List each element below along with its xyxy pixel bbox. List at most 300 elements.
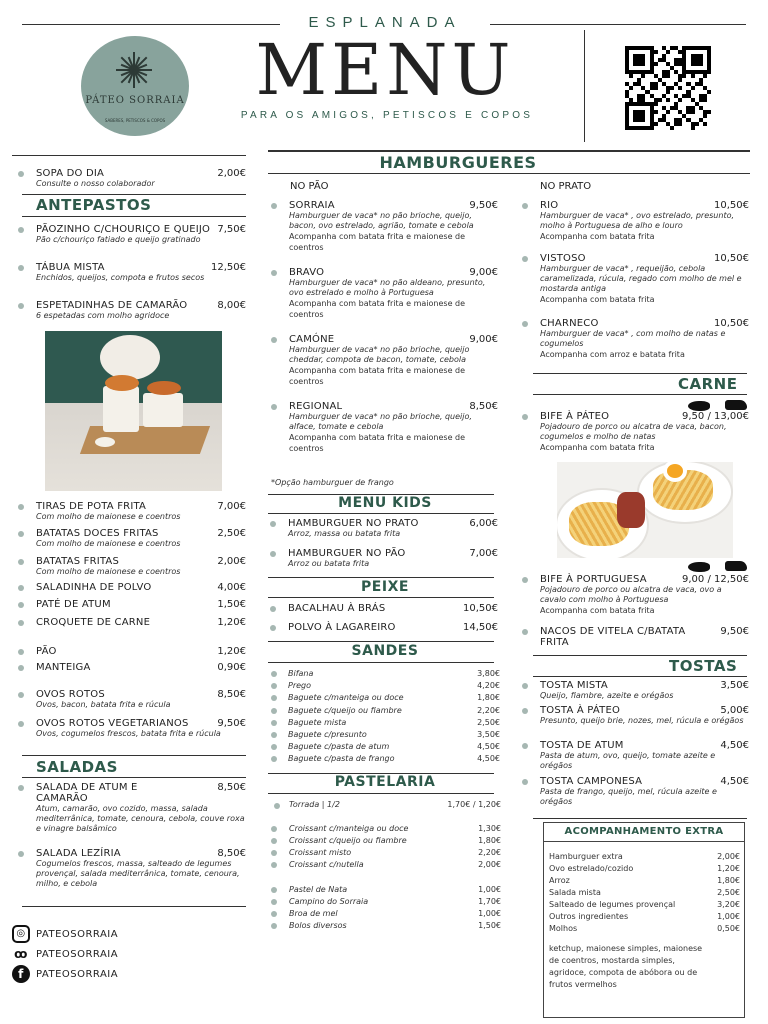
instagram-icon: ◎	[12, 925, 30, 943]
menu-item-tosta	[540, 705, 749, 726]
bullet	[522, 256, 528, 262]
kids-bottom-rule	[268, 513, 494, 514]
item-name: Baguete c/presunto	[288, 730, 367, 739]
item-price: 7,50€	[217, 224, 246, 235]
bullet	[18, 665, 24, 671]
item-desc: Hamburguer de vaca* no pão brioche, queijo, bacon, ovo estrelado, agrião, tomate e cebola	[289, 211, 474, 230]
item-name: BATATAS FRITAS	[36, 556, 119, 567]
hamb-bottom-rule	[268, 173, 750, 174]
qr-code[interactable]	[625, 46, 711, 130]
item-accompaniment: Acompanha com batata frita e maionese de coentros	[289, 366, 466, 386]
item-price: 0,90€	[217, 662, 246, 673]
bullet	[271, 838, 277, 844]
item-price: 0,50€	[717, 924, 740, 933]
bullet	[271, 899, 277, 905]
menu-item-hamburguer	[289, 401, 498, 454]
bullet	[271, 695, 277, 701]
sandes-item	[288, 705, 500, 717]
item-name: TIRAS DE POTA FRITA	[36, 501, 147, 512]
menu-item-kids	[288, 548, 498, 569]
item-name: HAMBURGUER NO PÃO	[288, 548, 406, 559]
bullet	[271, 203, 277, 209]
section-title-sandes: SANDES	[351, 643, 419, 659]
bullet	[271, 270, 277, 276]
item-name: Broa de mel	[289, 909, 338, 918]
item-name: Baguete mista	[288, 717, 347, 727]
item-price: 8,50€	[217, 848, 246, 859]
bullet	[270, 625, 276, 631]
item-desc: Arroz ou batata frita	[288, 559, 370, 568]
item-name: BIFE À PÁTEO	[540, 411, 610, 422]
item-name: BIFE À PORTUGUESA	[540, 574, 647, 585]
sandes-item	[288, 753, 500, 765]
bullet	[271, 911, 277, 917]
item-name: Campino do Sorraia	[289, 897, 369, 906]
steak-plates-photo	[557, 462, 733, 558]
menu-item-hamburguer	[540, 253, 749, 305]
pastelaria-item	[289, 884, 501, 896]
item-name: Baguete c/pasta de atum	[288, 742, 390, 752]
item-price: 5,00€	[720, 705, 749, 716]
bullet	[522, 779, 528, 785]
item-name: BRAVO	[289, 267, 325, 278]
item-price: 1,50€	[478, 921, 501, 930]
item-name: Salteado de legumes provençal	[549, 900, 676, 909]
bullet	[271, 708, 277, 714]
header-rule-right	[490, 24, 746, 25]
section-title-hamburgueres: HAMBURGUERES	[379, 153, 537, 172]
item-accompaniment: Acompanha com batata frita	[540, 232, 655, 241]
section-title-antepastos: ANTEPASTOS	[36, 196, 152, 214]
menu-item-extra	[36, 662, 246, 673]
logo-name: PÁTEO SORRAIA	[85, 95, 185, 106]
sandes-top-rule	[268, 641, 494, 642]
header-divider	[584, 30, 585, 142]
tostas-end-rule	[533, 818, 747, 819]
item-name: HAMBURGUER NO PRATO	[288, 518, 419, 529]
item-price: 9,50€	[469, 200, 498, 211]
section-title-saladas: SALADAS	[36, 758, 118, 776]
bullet	[271, 826, 277, 832]
pastelaria-item	[289, 835, 501, 847]
item-name: NACOS DE VITELA C/BATATA FRITA	[540, 626, 686, 648]
menu-item-carne	[540, 411, 749, 453]
tostas-bottom-rule	[533, 676, 747, 677]
menu-item-hamburguer	[540, 318, 749, 360]
item-name: TOSTA À PÁTEO	[540, 705, 621, 716]
bullet	[18, 620, 24, 626]
item-name: ESPETADINHAS DE CAMARÃO	[36, 300, 188, 311]
cow-icon	[725, 400, 747, 410]
item-name: Molhos	[549, 924, 578, 933]
saladas-bottom-rule	[22, 777, 246, 778]
menu-item-petisco	[36, 599, 246, 610]
item-price: 1,80€	[717, 876, 740, 885]
item-price: 1,50€	[217, 599, 246, 610]
item-name: SALADA DE ATUM E CAMARÃO	[36, 782, 138, 804]
item-desc: Pojadouro de porco ou alcatra de vaca, ovo a cavalo com molho à Portuguesa	[540, 585, 722, 604]
menu-item-hamburguer	[289, 200, 498, 253]
item-price: 4,20€	[477, 681, 500, 691]
item-accompaniment: Acompanha com batata frita e maionese de coentros	[289, 299, 466, 319]
bullet	[522, 683, 528, 689]
menu-item-hamburguer	[289, 267, 498, 320]
item-price: 8,50€	[217, 782, 246, 793]
item-accompaniment: Acompanha com arroz e batata frita	[540, 350, 685, 359]
menu-item-extra	[36, 646, 246, 657]
acompanhamento-item	[549, 851, 740, 863]
pig-icon	[688, 401, 710, 411]
sandes-bottom-rule	[268, 662, 494, 663]
social-label: PATEOSORRAIA	[36, 969, 119, 980]
item-name: Baguete c/pasta de frango	[288, 754, 395, 764]
menu-item-sopa	[36, 168, 246, 189]
menu-item-antepasto	[36, 262, 246, 283]
item-name: Croissant c/nutella	[289, 860, 364, 869]
menu-item-antepasto	[36, 300, 246, 321]
bullet	[18, 585, 24, 591]
acompanhamento-item	[549, 887, 740, 899]
item-price: 1,20€	[217, 617, 246, 628]
item-price: 1,80€	[478, 836, 501, 845]
bullet	[522, 414, 528, 420]
item-desc: Hamburguer de vaca* , requeijão, cebola caramelizada, rúcula, regado com molho de mel e mostarda antiga	[540, 264, 742, 293]
item-name: OVOS ROTOS VEGETARIANOS	[36, 718, 189, 729]
item-name: CHARNECO	[540, 318, 599, 329]
item-desc: Pasta de frango, queijo, mel, rúcula azeite e orégãos	[540, 787, 717, 806]
social-label: PATEOSORRAIA	[36, 929, 119, 940]
item-desc: Pão c/chouriço fatiado e queijo gratinado	[36, 235, 201, 244]
carne-bottom-rule	[533, 394, 747, 395]
pateo-sorraia-logo	[81, 36, 189, 136]
section-title-kids: MENU KIDS	[338, 495, 432, 511]
bullet	[18, 851, 24, 857]
peixe-bottom-rule	[268, 597, 494, 598]
item-name: BACALHAU À BRÁS	[288, 603, 386, 614]
item-desc: Ovos, cogumelos frescos, batata frita e rúcula	[36, 729, 221, 738]
item-price: 8,50€	[217, 689, 246, 700]
bullet	[271, 671, 277, 677]
bullet	[522, 743, 528, 749]
item-price: 4,50€	[720, 740, 749, 751]
item-name: Arroz	[549, 876, 570, 885]
item-name: TÁBUA MISTA	[36, 262, 105, 273]
bullet	[274, 803, 280, 809]
bullet	[270, 606, 276, 612]
pastelaria-item	[289, 823, 501, 835]
bullet	[271, 683, 277, 689]
item-price: 4,00€	[217, 582, 246, 593]
item-price: 9,50€	[217, 718, 246, 729]
item-name: SALADA LEZÍRIA	[36, 848, 121, 859]
bullet	[271, 744, 277, 750]
item-price: 1,20€	[717, 864, 740, 873]
torrada-item	[289, 799, 501, 811]
item-desc: Com molho de maionese e coentros	[36, 512, 181, 521]
item-price: 3,50€	[720, 680, 749, 691]
acompanhamento-box	[543, 822, 745, 1018]
item-price: 10,50€	[714, 318, 749, 329]
item-name: BATATAS DOCES FRITAS	[36, 528, 159, 539]
menu-item-peixe	[288, 603, 498, 614]
item-name: Bolos diversos	[289, 921, 347, 930]
menu-item-peixe	[288, 622, 498, 633]
item-desc: Hamburguer de vaca* no pão brioche, queijo cheddar, compota de bacon, tomate, cebola	[289, 345, 470, 364]
item-price: 14,50€	[463, 622, 498, 633]
social-facebook[interactable]	[12, 965, 118, 983]
item-price: 8,00€	[217, 300, 246, 311]
item-price: 4,50€	[720, 776, 749, 787]
item-name: TOSTA MISTA	[540, 680, 608, 691]
item-accompaniment: Acompanha com batata frita e maionese de coentros	[289, 232, 466, 252]
pastelaria-item	[289, 859, 501, 871]
item-price: 2,50€	[717, 888, 740, 897]
bullet	[522, 321, 528, 327]
item-name: RIO	[540, 200, 559, 211]
sandes-item	[288, 668, 500, 680]
bullet	[271, 850, 277, 856]
bullet	[18, 171, 24, 177]
item-desc: Hamburguer de vaca* , ovo estrelado, presunto, molho à Portuguesa de alho e louro	[540, 211, 735, 230]
item-accompaniment: Acompanha com batata frita e maionese de coentros	[289, 433, 466, 453]
item-name: SORRAIA	[289, 200, 335, 211]
item-name: PÃO	[36, 646, 57, 657]
qr-module	[707, 126, 711, 130]
item-price: 10,50€	[714, 200, 749, 211]
saladas-top-rule	[22, 755, 246, 756]
item-price: 1,70€ / 1,20€	[447, 800, 501, 809]
item-name: TOSTA DE ATUM	[540, 740, 624, 751]
molhos-desc: ketchup, maionese simples, maionese de coentros, mostarda simples, agridoce, compota de abóbora ou de frutos vermelhos	[549, 944, 703, 989]
sandes-item	[288, 729, 500, 741]
item-name: SOPA DO DIA	[36, 168, 105, 179]
no-pao-label: NO PÃO	[290, 181, 329, 192]
left-top-rule	[12, 155, 246, 156]
item-accompaniment: Acompanha com batata frita	[540, 606, 655, 615]
bullet	[270, 551, 276, 557]
esplanada-label: ESPLANADA	[308, 14, 462, 31]
sandes-item	[288, 680, 500, 692]
item-desc: Com molho de maionese e coentros	[36, 567, 181, 576]
menu-item-tosta	[540, 680, 749, 701]
menu-item-hamburguer	[540, 200, 749, 242]
item-price: 2,20€	[477, 705, 500, 715]
item-price: 9,00 / 12,50€	[682, 574, 749, 585]
item-price: 9,50€	[720, 626, 749, 637]
acompanhamento-rule	[544, 841, 744, 842]
pastelaria-item	[289, 896, 501, 908]
acompanhamento-item	[549, 923, 740, 935]
item-price: 1,30€	[478, 824, 501, 833]
menu-item-ovos	[36, 689, 246, 710]
bullet	[271, 720, 277, 726]
antepastos-top-rule	[22, 194, 246, 195]
item-desc: Hamburguer de vaca* no pão brioche, queijo, alface, tomate e cebola	[289, 412, 472, 431]
item-desc: Consulte o nosso colaborador	[36, 179, 155, 188]
menu-item-petisco	[36, 582, 246, 593]
menu-item-antepasto	[36, 224, 246, 245]
item-price: 2,00€	[217, 556, 246, 567]
item-desc: Presunto, queijo brie, nozes, mel, rúcula e orégãos	[540, 716, 744, 725]
menu-item-petisco	[36, 556, 246, 577]
bullet	[18, 531, 24, 537]
bullet	[522, 629, 528, 635]
bullet	[522, 708, 528, 714]
sandes-item	[288, 692, 500, 704]
bullet	[271, 862, 277, 868]
item-name: CAMÓNE	[289, 334, 335, 345]
item-desc: Queijo, fiambre, azeite e orégãos	[540, 691, 674, 700]
acompanhamento-item	[549, 863, 740, 875]
item-name: Salada mista	[549, 888, 601, 897]
item-desc: Com molho de maionese e coentros	[36, 539, 181, 548]
antepastos-bottom-rule	[22, 216, 246, 217]
item-price: 10,50€	[463, 603, 498, 614]
acompanhamento-item	[549, 911, 740, 923]
item-price: 9,50 / 13,00€	[682, 411, 749, 422]
item-price: 12,50€	[211, 262, 246, 273]
sandes-item	[288, 741, 500, 753]
pastelaria-item	[289, 920, 501, 932]
item-name: Prego	[288, 681, 312, 691]
bullet	[271, 404, 277, 410]
item-price: 2,20€	[478, 848, 501, 857]
facebook-icon: f	[12, 965, 30, 983]
section-title-pastelaria: PASTELARIA	[334, 774, 436, 790]
item-desc: Pojadouro de porco ou alcatra de vaca, bacon, cogumelos e molho de natas	[540, 422, 727, 441]
menu-item-carne	[540, 626, 749, 648]
item-price: 2,00€	[478, 860, 501, 869]
sandes-item	[288, 717, 500, 729]
menu-item-salada	[36, 848, 246, 889]
bullet	[522, 577, 528, 583]
item-price: 1,80€	[477, 693, 500, 703]
item-price: 7,00€	[469, 548, 498, 559]
bullet	[18, 649, 24, 655]
bullet	[271, 887, 277, 893]
item-name: OVOS ROTOS	[36, 689, 105, 700]
hamb-top-rule	[268, 150, 750, 152]
pastelaria-item	[289, 847, 501, 859]
tripadvisor-icon: ꝏ	[12, 945, 30, 963]
item-name: POLVO À LAGAREIRO	[288, 622, 396, 633]
item-price: 6,00€	[469, 518, 498, 529]
item-price: 3,80€	[477, 669, 500, 678]
peixe-top-rule	[268, 577, 494, 578]
bullet	[18, 692, 24, 698]
item-price: 1,70€	[478, 897, 501, 906]
item-name: Ovo estrelado/cozido	[549, 864, 634, 873]
menu-item-tosta	[540, 776, 749, 807]
item-name: VISTOSO	[540, 253, 586, 264]
item-price: 8,50€	[469, 401, 498, 412]
item-name: CROQUETE DE CARNE	[36, 617, 151, 628]
header-rule-left	[22, 24, 280, 25]
bullet	[18, 227, 24, 233]
pastelaria-item	[289, 908, 501, 920]
menu-item-kids	[288, 518, 498, 539]
page-title: MENU	[255, 29, 515, 111]
frango-note: *Opção hamburguer de frango	[271, 478, 394, 487]
section-title-tostas: TOSTAS	[669, 657, 738, 675]
menu-item-hamburguer	[289, 334, 498, 387]
menu-item-ovos	[36, 718, 246, 739]
item-desc: Atum, camarão, ovo cozido, massa, salada mediterrânica, tomate, cenoura, cebola, couve roxa e vinagre balsâmico	[36, 804, 245, 833]
item-price: 2,00€	[217, 168, 246, 179]
item-price: 2,50€	[217, 528, 246, 539]
social-tripadvisor[interactable]	[12, 945, 118, 963]
bullet	[18, 504, 24, 510]
bullet	[270, 521, 276, 527]
bullet	[271, 756, 277, 762]
item-name: REGIONAL	[289, 401, 343, 412]
item-name: PATÉ DE ATUM	[36, 599, 111, 610]
acompanhamento-item	[549, 899, 740, 911]
item-name: Croissant c/queijo ou fiambre	[289, 836, 407, 845]
tagline: PARA OS AMIGOS, PETISCOS E COPOS	[240, 110, 534, 121]
menu-item-petisco	[36, 501, 246, 522]
no-prato-label: NO PRATO	[540, 181, 592, 192]
tostas-top-rule	[533, 655, 747, 656]
item-name: Baguete c/queijo ou fiambre	[288, 705, 402, 715]
shrimp-skewers-photo	[45, 331, 222, 491]
bullet	[18, 303, 24, 309]
section-title-carne: CARNE	[678, 375, 738, 393]
item-name: Croissant misto	[289, 848, 352, 857]
item-name: SALADINHA DE POLVO	[36, 582, 152, 593]
acompanhamento-title: ACOMPANHAMENTO EXTRA	[564, 826, 724, 837]
item-desc: Arroz, massa ou batata frita	[288, 529, 401, 538]
bullet	[18, 602, 24, 608]
pastelaria-bottom-rule	[268, 793, 494, 794]
item-price: 4,50€	[477, 754, 500, 764]
bullet	[522, 203, 528, 209]
item-name: PÃOZINHO C/CHOURIÇO E QUEIJO	[36, 224, 211, 235]
item-price: 1,20€	[217, 646, 246, 657]
item-desc: Cogumelos frescos, massa, salteado de legumes provençal, salada mediterrânica, tomate, cenoura, milho, e cebola	[36, 859, 240, 888]
item-price: 3,20€	[717, 900, 740, 909]
social-label: PATEOSORRAIA	[36, 949, 119, 960]
menu-item-petisco	[36, 617, 246, 628]
item-price: 9,00€	[469, 267, 498, 278]
item-accompaniment: Acompanha com batata frita	[540, 443, 655, 452]
item-name: Hamburguer extra	[549, 852, 623, 861]
pig-icon	[688, 562, 710, 572]
item-price: 9,00€	[469, 334, 498, 345]
social-instagram[interactable]	[12, 925, 118, 943]
item-desc: Pasta de atum, ovo, queijo, tomate azeite e orégãos	[540, 751, 716, 770]
menu-item-tosta	[540, 740, 749, 771]
carne-top-rule	[533, 373, 747, 374]
item-desc: Hamburguer de vaca* no pão aldeano, presunto, ovo estrelado e molho à Portuguesa	[289, 278, 486, 297]
item-name: Pastel de Nata	[289, 885, 348, 894]
bullet	[18, 785, 24, 791]
item-price: 1,00€	[717, 912, 740, 921]
item-price: 2,00€	[717, 852, 740, 861]
logo-subtitle: SABERES, PETISCOS & COPOS	[104, 118, 166, 123]
menu-item-petisco	[36, 528, 246, 549]
cow-icon	[725, 561, 747, 571]
menu-item-carne	[540, 574, 749, 616]
bullet	[271, 732, 277, 738]
item-desc: Enchidos, queijos, compota e frutos secos	[36, 273, 205, 282]
item-desc: Hamburguer de vaca* , com molho de natas e cogumelos	[540, 329, 726, 348]
item-desc: Ovos, bacon, batata frita e rúcula	[36, 700, 171, 709]
item-price: 4,50€	[477, 742, 500, 752]
item-price: 10,50€	[714, 253, 749, 264]
item-desc: 6 espetadas com molho agridoce	[36, 311, 170, 320]
bullet	[271, 337, 277, 343]
